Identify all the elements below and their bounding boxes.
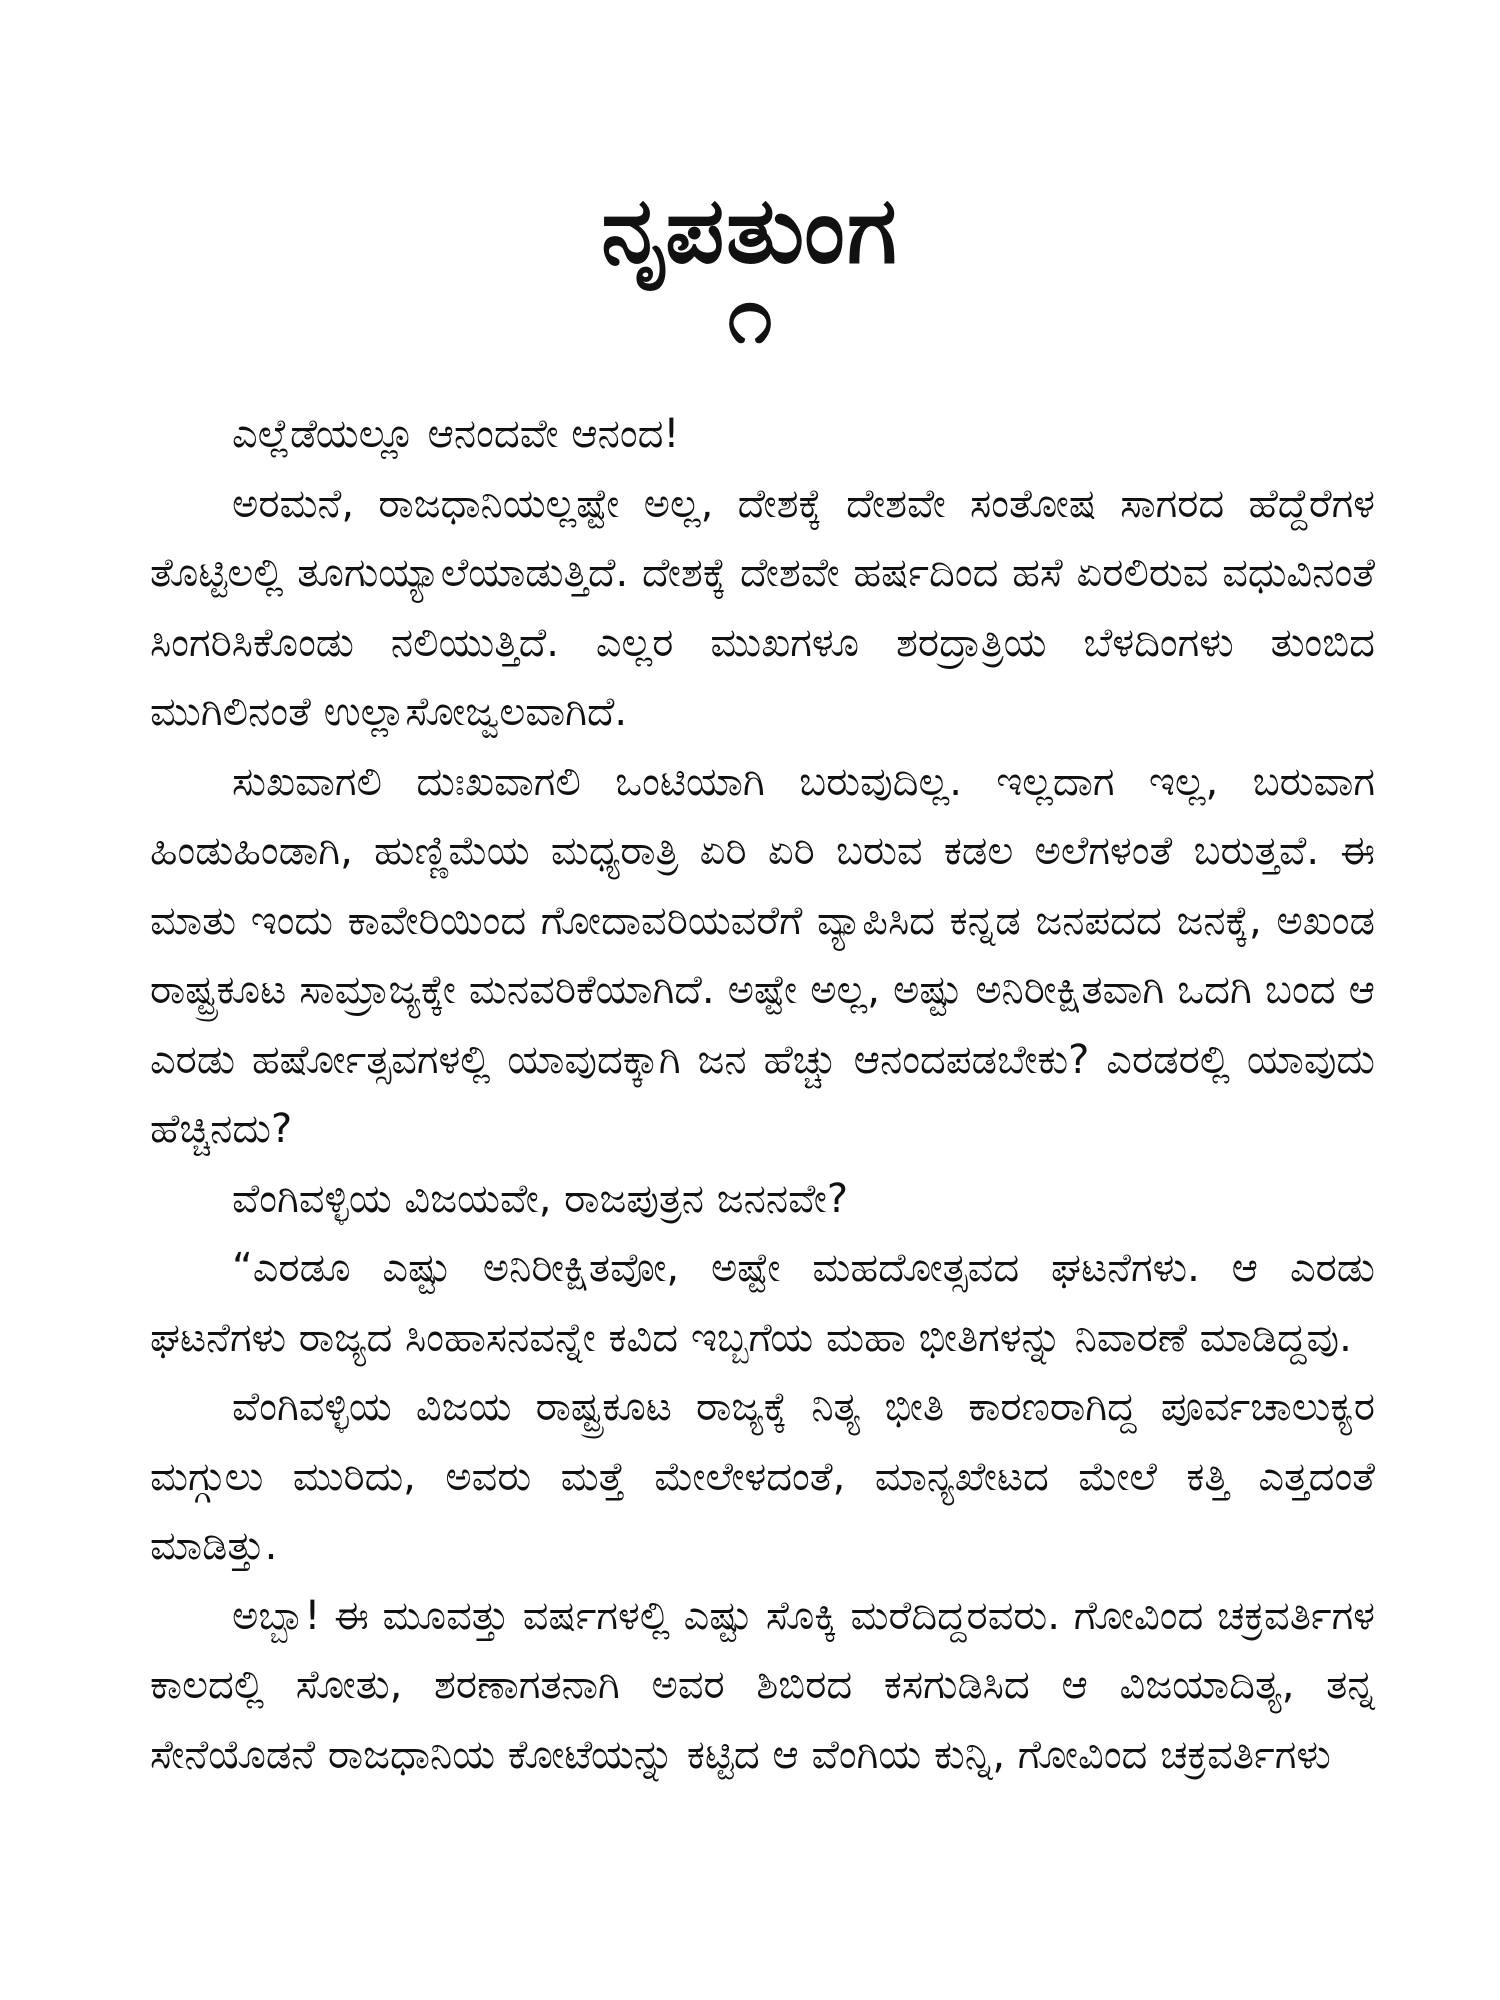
paragraph: ಎಲ್ಲೆಡೆಯಲ್ಲೂ ಆನಂದವೇ ಆನಂದ!: [232, 411, 680, 457]
page-title: ನೃಪತುಂಗ: [601, 176, 899, 284]
body-text: [150, 400, 1375, 1790]
paragraph: ವೆಂಗಿವಳ್ಳಿಯ ವಿಜಯ ರಾಷ್ಟ್ರಕೂಟ ರಾಜ್ಯಕ್ಕೆ ನಿತ್ಯ ಭೀತಿ ಕಾರಣರಾಗಿದ್ದ ಪೂರ್ವಚಾಲುಕ್ಯರ ಮಗ್ಗುಲು ಮುರಿದು, ಅವರು ಮತ್ತೆ ಮೇಲೇಳದಂತೆ, ಮಾನ್ಯಖೇಟದ ಮೇಲೆ ಕತ್ತಿ ಎತ್ತದಂತೆ ಮಾಡಿತ್ತು.: [150, 1384, 1375, 1569]
paragraph: “ಎರಡೂ ಎಷ್ಟು ಅನಿರೀಕ್ಷಿತವೋ, ಅಷ್ಟೇ ಮಹದೋತ್ಸವದ ಘಟನೆಗಳು. ಆ ಎರಡು ಘಟನೆಗಳು ರಾಜ್ಯದ ಸಿಂಹಾಸನವನ್ನೇ ಕವಿದ ಇಬ್ಬಗೆಯ ಮಹಾ ಭೀತಿಗಳನ್ನು ನಿವಾರಣೆ ಮಾಡಿದ್ದವು.: [150, 1245, 1375, 1361]
chapter-number: ೧: [727, 268, 773, 361]
paragraph: ವೆಂಗಿವಳ್ಳಿಯ ವಿಜಯವೇ, ರಾಜಪುತ್ರನ ಜನನವೇ?: [232, 1175, 849, 1222]
paragraph: ಅರಮನೆ, ರಾಜಧಾನಿಯಲ್ಲಷ್ಟೇ ಅಲ್ಲ, ದೇಶಕ್ಕೆ ದೇಶವೇ ಸಂತೋಷ ಸಾಗರದ ಹೆದ್ದೆರೆಗಳ ತೊಟ್ಟಿಲಲ್ಲಿ ತೂಗುಯ್ಯಾಲೆಯಾಡುತ್ತಿದೆ. ದೇಶಕ್ಕೆ ದೇಶವೇ ಹರ್ಷದಿಂದ ಹಸೆ ಏರಲಿರುವ ವಧುವಿನಂತೆ ಸಿಂಗರಿಸಿಕೊಂಡು ನಲಿಯುತ್ತಿದೆ. ಎಲ್ಲರ ಮುಖಗಳೂ ಶರದ್ರಾತ್ರಿಯ ಬೆಳದಿಂಗಳು ತುಂಬಿದ ಮುಗಿಲಿನಂತೆ ಉಲ್ಲಾಸೋಜ್ವಲವಾಗಿದೆ.: [150, 480, 1375, 735]
paragraph: ಸುಖವಾಗಲಿ ದುಃಖವಾಗಲಿ ಒಂಟಿಯಾಗಿ ಬರುವುದಿಲ್ಲ. ಇಲ್ಲದಾಗ ಇಲ್ಲ, ಬರುವಾಗ ಹಿಂಡುಹಿಂಡಾಗಿ, ಹುಣ್ಣಿಮೆಯ ಮಧ್ಯರಾತ್ರಿ ಏರಿ ಏರಿ ಬರುವ ಕಡಲ ಅಲೆಗಳಂತೆ ಬರುತ್ತವೆ. ಈ ಮಾತು ಇಂದು ಕಾವೇರಿಯಿಂದ ಗೋದಾವರಿಯವರೆಗೆ ವ್ಯಾಪಿಸಿದ ಕನ್ನಡ ಜನಪದದ ಜನಕ್ಕೆ, ಅಖಂಡ ರಾಷ್ಟ್ರಕೂಟ ಸಾಮ್ರಾಜ್ಯಕ್ಕೇ ಮನವರಿಕೆಯಾಗಿದೆ. ಅಷ್ಟೇ ಅಲ್ಲ, ಅಷ್ಟು ಅನಿರೀಕ್ಷಿತವಾಗಿ ಒದಗಿ ಬಂದ ಆ ಎರಡು ಹರ್ಷೋತ್ಸವಗಳಲ್ಲಿ ಯಾವುದಕ್ಕಾಗಿ ಜನ ಹೆಚ್ಚು ಆನಂದಪಡಬೇಕು? ಎರಡರಲ್ಲಿ ಯಾವುದು ಹೆಚ್ಚಿನದು?: [150, 758, 1375, 1152]
paragraph: ಅಬ್ಬಾ! ಈ ಮೂವತ್ತು ವರ್ಷಗಳಲ್ಲಿ ಎಷ್ಟು ಸೊಕ್ಕಿ ಮರೆದಿದ್ದರವರು. ಗೋವಿಂದ ಚಕ್ರವರ್ತಿಗಳ ಕಾಲದಲ್ಲಿ ಸೋತು, ಶರಣಾಗತನಾಗಿ ಅವರ ಶಿಬಿರದ ಕಸಗುಡಿಸಿದ ಆ ವಿಜಯಾದಿತ್ಯ, ತನ್ನ ಸೇನೆಯೊಡನೆ ರಾಜಧಾನಿಯ ಕೋಟೆಯನ್ನು ಕಟ್ಟಿದ ಆ ವೆಂಗಿಯ ಕುನ್ನಿ, ಗೋವಿಂದ ಚಕ್ರವರ್ತಿಗಳು: [150, 1592, 1375, 1778]
